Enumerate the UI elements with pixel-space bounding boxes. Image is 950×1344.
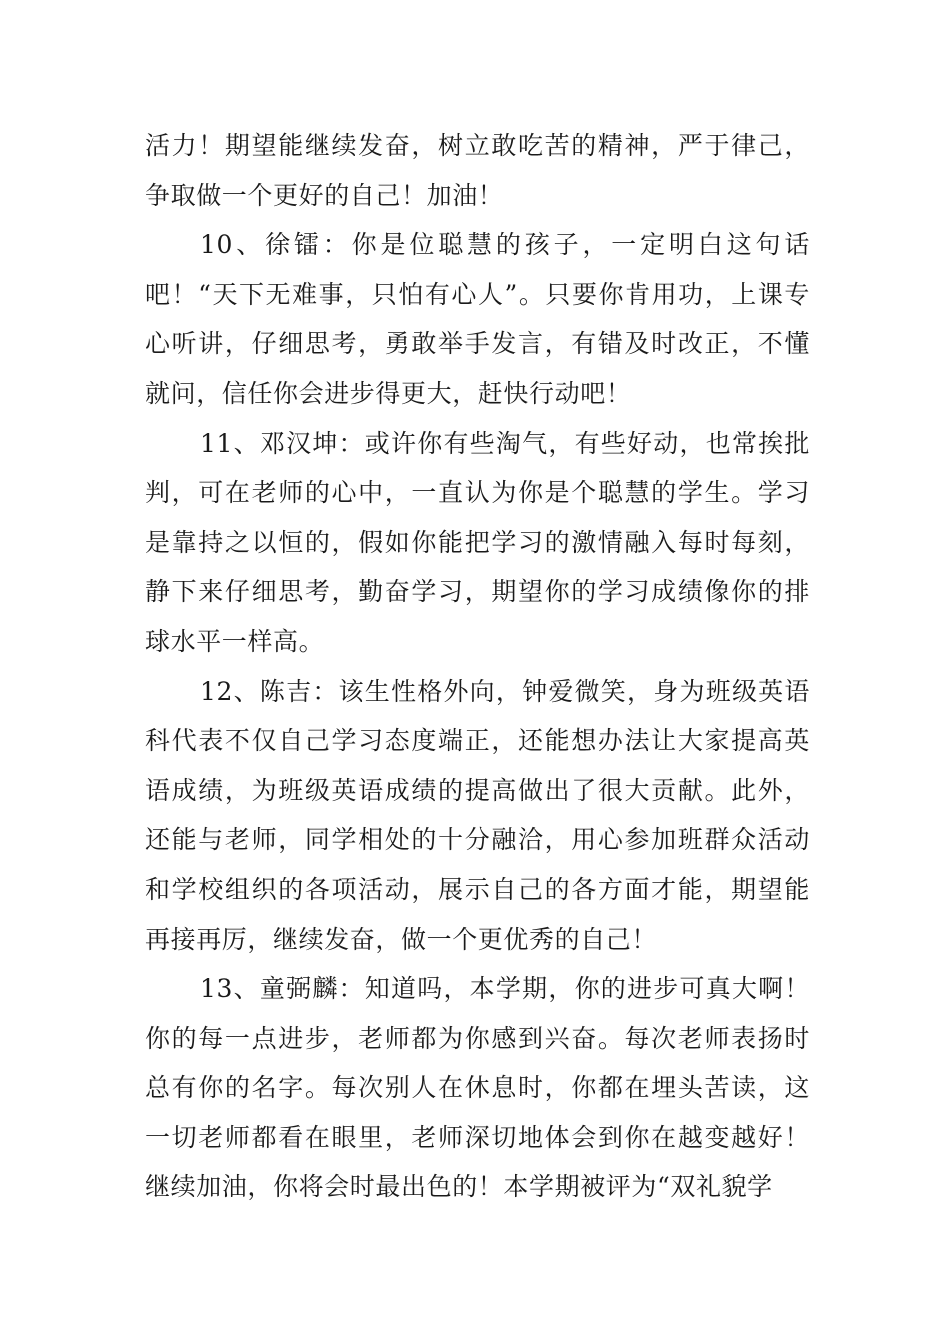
document-body: [145, 121, 810, 1212]
paragraph-continuation: 活力！期望能继续发奋，树立敢吃苦的精神，严于律己，争取做一个更好的自己！加油！: [145, 131, 810, 210]
paragraph-comment-10: 10、徐镭：你是位聪慧的孩子，一定明白这句话吧！“天下无难事，只怕有心人”。只要你肯用功，上课专心听讲，仔细思考，勇敢举手发言，有错及时改正，不懂就问，信任你会进步得更大，赶快行动吧！: [145, 230, 810, 408]
paragraph-comment-12: 12、陈吉：该生性格外向，钟爱微笑，身为班级英语科代表不仅自己学习态度端正，还能想办法让大家提高英语成绩，为班级英语成绩的提高做出了很大贡献。此外，还能与老师，同学相处的十分融洽，用心参加班群众活动和学校组织的各项活动，展示自己的各方面才能，期望能再接再厉，继续发奋，做一个更优秀的自己！: [145, 676, 810, 954]
paragraph-comment-11: 11、邓汉坤：或许你有些淘气，有些好动，也常挨批判，可在老师的心中，一直认为你是个聪慧的学生。学习是靠持之以恒的，假如你能把学习的激情融入每时每刻，静下来仔细思考，勤奋学习，期望你的学习成绩像你的排球水平一样高。: [145, 428, 810, 656]
paragraph-comment-13: 13、童弼麟：知道吗，本学期，你的进步可真大啊！你的每一点进步，老师都为你感到兴奋。每次老师表扬时总有你的名字。每次别人在休息时，你都在埋头苦读，这一切老师都看在眼里，老师深切地体会到你在越变越好！继续加油，你将会时最出色的！本学期被评为“双礼貌学: [145, 974, 810, 1202]
